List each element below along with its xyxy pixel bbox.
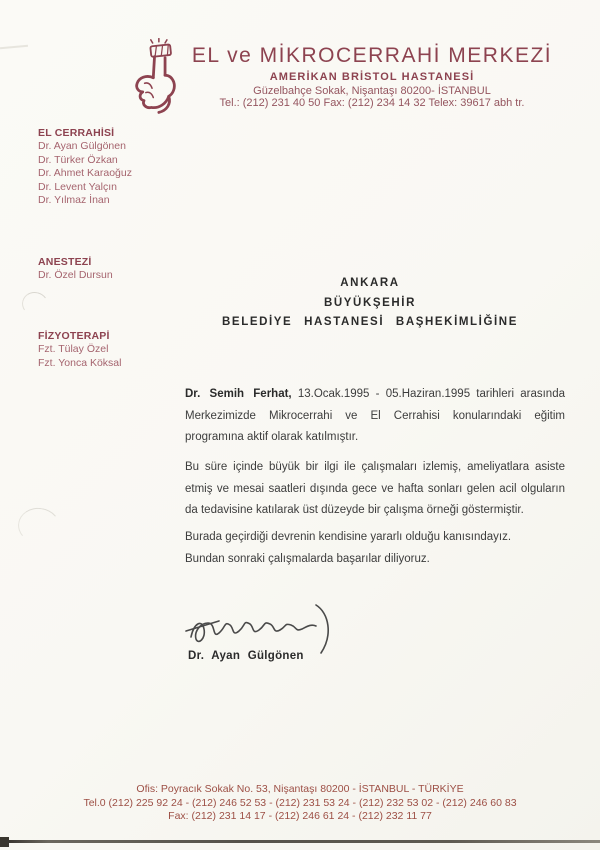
recipient-line: BÜYÜKŞEHİR xyxy=(323,296,417,309)
footer-contact-block xyxy=(0,783,600,824)
sidebar-spacer xyxy=(38,296,188,329)
header-address: Güzelbahçe Sokak, Nişantaşı 80200- İSTANBUL xyxy=(253,85,491,97)
footer-phone-numbers: Tel.0 (212) 225 92 24 - (212) 246 52 53 - (212) 231 53 24 - (212) 232 53 02 - (212) 246 60 83 xyxy=(83,796,517,809)
staff-section-heading: ANESTEZİ xyxy=(38,255,92,268)
body-paragraph-3 xyxy=(185,527,565,570)
hospital-subtitle: AMERİKAN BRİSTOL HASTANESİ xyxy=(269,71,475,83)
paragraph-line: Burada geçirdiği devrenin kendisine yararlı olduğu kanısındayız. xyxy=(185,531,512,543)
body-paragraph-1 xyxy=(185,384,565,449)
recipient-block xyxy=(185,274,555,333)
handwritten-signature xyxy=(183,597,343,657)
paper-crease-arc xyxy=(16,505,63,546)
sidebar-spacer xyxy=(38,222,188,255)
staff-member: Dr. Ahmet Karaoğuz xyxy=(38,167,132,179)
staff-section-heading: FİZYOTERAPİ xyxy=(38,330,110,342)
staff-section-hand-surgery xyxy=(38,126,188,208)
staff-member: Dr. Özel Dursun xyxy=(38,268,113,281)
staff-member: Dr. Ayan Gülgönen xyxy=(38,140,126,152)
staff-member: Dr. Levent Yalçın xyxy=(38,180,117,193)
paragraph-line: Bundan sonraki çalışmalarda başarılar diliyoruz. xyxy=(185,552,430,565)
paragraph-text: 13.Ocak.1995 - 05.Haziran.1995 tarihleri arasında Merkezimizde Mikrocerrahi ve El Cerrahisi konularındaki eğitim programına aktif olarak katılmıştır. xyxy=(185,388,565,443)
header-contact: Tel.: (212) 231 40 50 Fax: (212) 234 14 32 Telex: 39617 abh tr. xyxy=(219,97,525,109)
staff-member: Fzt. Tülay Özel xyxy=(38,343,109,355)
staff-sidebar xyxy=(38,126,188,384)
trainee-name: Dr. Semih Ferhat, xyxy=(185,388,292,400)
staff-section-physiotherapy xyxy=(38,329,188,370)
recipient-line: ANKARA xyxy=(340,277,400,289)
staff-member: Dr. Yılmaz İnan xyxy=(38,194,110,206)
staff-member: Fzt. Yonca Köksal xyxy=(38,356,122,369)
signer-name: Dr. Ayan Gülgönen xyxy=(188,650,304,662)
paper-crease-mark xyxy=(0,45,28,49)
footer-fax-numbers: Fax: (212) 231 14 17 - (212) 246 61 24 - (212) 232 11 77 xyxy=(168,810,432,822)
staff-section-heading: EL CERRAHİSİ xyxy=(38,127,115,139)
recipient-line: BELEDİYE HASTANESİ BAŞHEKİMLİĞİNE xyxy=(222,316,518,328)
scan-bottom-edge-blob xyxy=(0,837,9,847)
staff-member: Dr. Türker Özkan xyxy=(38,153,118,166)
center-title: EL ve MİKROCERRAHİ MERKEZİ xyxy=(191,44,553,67)
scan-bottom-edge xyxy=(0,840,600,843)
staff-section-anesthesia xyxy=(38,255,188,283)
body-paragraph-2: Bu süre içinde büyük bir ilgi ile çalışmaları izlemiş, ameliyatlara asiste etmiş ve mesai saatleri dışında gece ve hafta sonları gelen acil olguların da tedavisine katılarak üst düzeyde bir çalışma örneği göstermiştir. xyxy=(185,461,565,516)
footer-office-address: Ofis: Poyracık Sokak No. 53, Nişantaşı 80200 - İSTANBUL - TÜRKİYE xyxy=(136,783,464,795)
